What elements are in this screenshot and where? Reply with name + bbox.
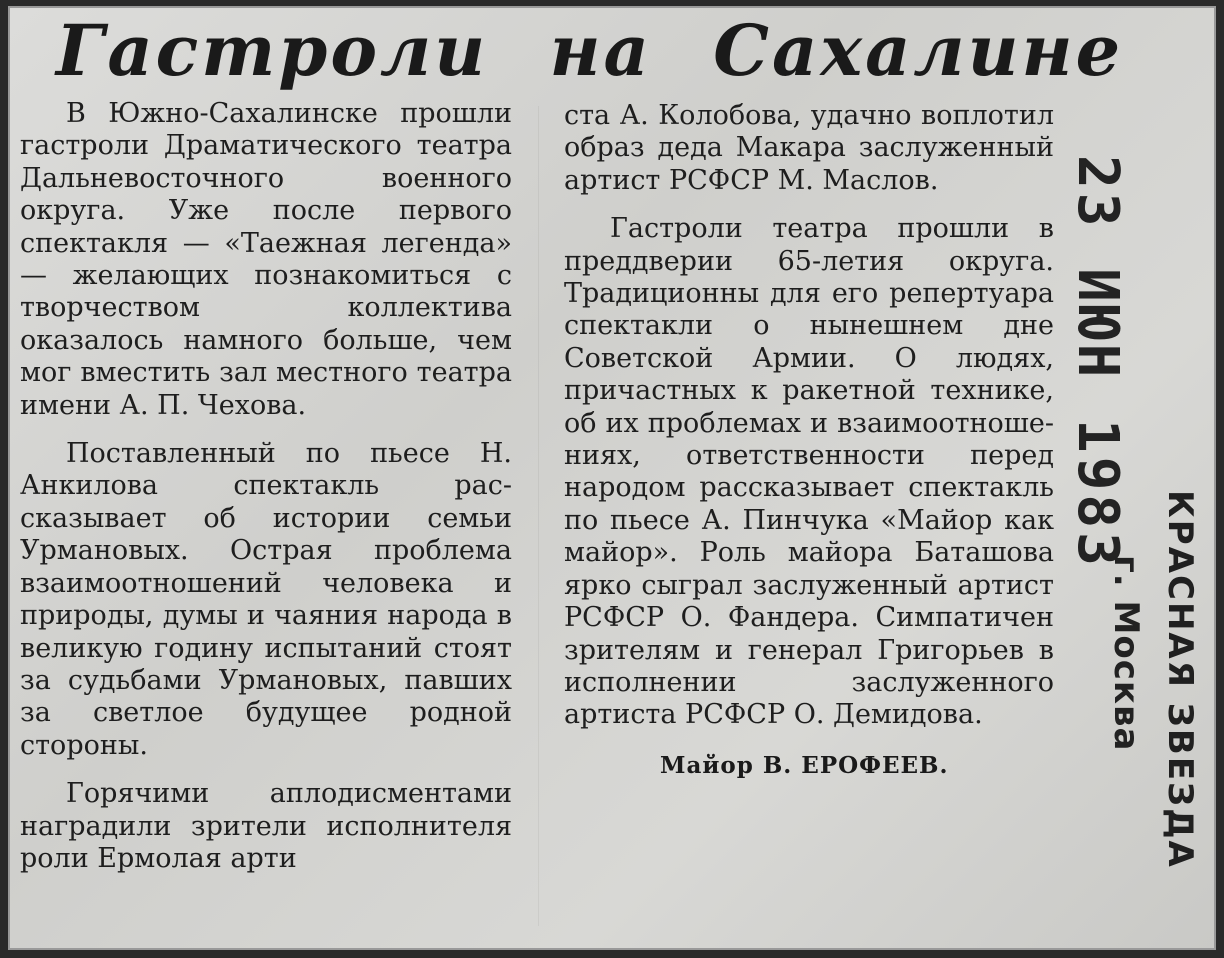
paragraph: Поставленный по пьесе Н. Анкилова спектакль рассказывает об истории семьи Урмановых. Острая проблема взаимоотношений человека и природы, думы и чаяния народа в великую годину испытаний стоят за судьбами Урмановых, павших за светлое будущее родной стороны. — [20, 438, 512, 761]
article-column-right — [564, 100, 1054, 782]
paragraph: Горячими аплодисментами наградили зрители исполнителя роли Ермолая арти — [20, 778, 512, 874]
stamp-city: г. Москва — [1106, 555, 1146, 752]
stamp-date: 23 ИЮН 1983 — [1065, 155, 1130, 570]
author-signature: Майор В. ЕРОФЕЕВ. — [660, 751, 949, 779]
newspaper-clipping — [8, 6, 1216, 950]
paragraph: ста А. Колобова, удачно воплотил образ деда Макара заслуженный артист РСФСР М. Маслов. — [564, 100, 1054, 196]
article-headline: Гастроли на Сахалине — [56, 9, 1124, 92]
stamp-newspaper-name: КРАСНАЯ ЗВЕЗДА — [1160, 490, 1200, 869]
article-column-left — [20, 98, 512, 875]
paragraph: Гастроли театра прошли в преддверии 65-летия округа. Традиционны для его репертуара спектакли о нынешнем дне Советской Армии. О людях, причастных к ракетной технике, об их проблемах и взаимоотношениях, ответственности перед народом рассказывает спектакль по пьесе А. Пинчука «Майор как майор». Роль майора Баташова ярко сыграл заслуженный артист РСФСР О. Фандера. Симпатичен зрителям и генерал Григорьев в исполнении заслуженного артиста РСФСР О. Демидова. — [564, 213, 1054, 731]
column-separator — [538, 106, 539, 926]
paragraph: В Южно-Сахалинске прошли гастроли Драматического театра Дальневосточного военного округа. Уже после первого спектакля — «Таежная легенда» — желающих познакомиться с творчеством коллектива оказалось намного больше, чем мог вместить зал местного театра имени А. П. Чехова. — [20, 98, 512, 421]
